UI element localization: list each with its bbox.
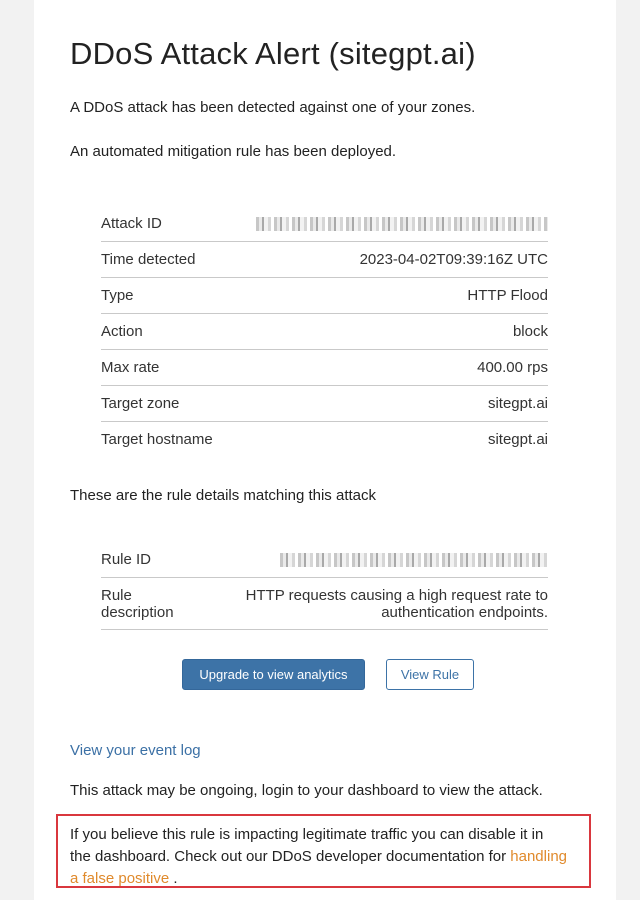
- time-detected-label: Time detected: [101, 251, 196, 268]
- action-label: Action: [101, 323, 143, 340]
- time-detected-value: 2023-04-02T09:39:16Z UTC: [359, 251, 548, 268]
- action-value: block: [512, 323, 548, 340]
- attack-id-row: [101, 206, 548, 242]
- time-detected-row: [101, 242, 548, 278]
- rule-description-row: [101, 578, 548, 630]
- target-zone-label: Target zone: [101, 395, 180, 412]
- rule-description-value-line1: HTTP requests causing a high request rate to: [245, 587, 548, 604]
- upgrade-to-view-analytics-button[interactable]: Upgrade to view analytics: [182, 659, 365, 690]
- intro-text-mitigation: An automated mitigation rule has been deployed.: [70, 143, 397, 160]
- intro-text-detected: A DDoS attack has been detected against one of your zones.: [70, 99, 476, 116]
- handling-link-part2[interactable]: a false positive: [70, 870, 170, 887]
- max-rate-value: 400.00 rps: [477, 359, 548, 376]
- type-label: Type: [101, 287, 134, 304]
- email-title: DDoS Attack Alert (sitegpt.ai): [70, 36, 476, 71]
- target-zone-row: [101, 386, 548, 422]
- false-positive-notice-text: [70, 824, 585, 890]
- false-positive-notice: [56, 814, 591, 888]
- rule-description-label-line2: description: [101, 604, 174, 621]
- max-rate-row: [101, 350, 548, 386]
- type-row: [101, 278, 548, 314]
- rule-details-table: [101, 542, 548, 630]
- attack-details-table: [101, 206, 548, 457]
- notice-line2: the dashboard. Check out our DDoS developer documentation for: [70, 848, 511, 865]
- rule-description-label-line1: Rule: [101, 587, 132, 604]
- rule-description-label: [101, 587, 174, 621]
- attack-id-redacted-value: [256, 217, 548, 231]
- rule-description-value: [246, 587, 548, 621]
- type-value: HTTP Flood: [467, 287, 548, 304]
- attack-ongoing-text: This attack may be ongoing, login to your dashboard to view the attack.: [70, 782, 543, 799]
- target-zone-value: sitegpt.ai: [487, 395, 548, 412]
- rule-id-redacted-value: [280, 553, 548, 567]
- max-rate-label: Max rate: [101, 359, 160, 376]
- target-hostname-value: sitegpt.ai: [487, 431, 548, 448]
- attack-id-label: Attack ID: [101, 215, 162, 232]
- view-rule-button[interactable]: View Rule: [386, 659, 474, 690]
- handling-link-part1[interactable]: handling: [510, 848, 567, 865]
- action-row: [101, 314, 548, 350]
- email-card: [34, 0, 616, 900]
- rule-id-row: [101, 542, 548, 578]
- notice-suffix: .: [169, 870, 178, 887]
- rule-details-intro: These are the rule details matching this attack: [70, 487, 376, 504]
- notice-line1: If you believe this rule is impacting legitimate traffic you can disable it in: [70, 826, 544, 843]
- rule-description-value-line2: authentication endpoints.: [381, 604, 548, 621]
- view-event-log-link[interactable]: View your event log: [70, 742, 201, 759]
- target-hostname-row: [101, 422, 548, 457]
- rule-id-label: Rule ID: [101, 551, 152, 568]
- target-hostname-label: Target hostname: [101, 431, 213, 448]
